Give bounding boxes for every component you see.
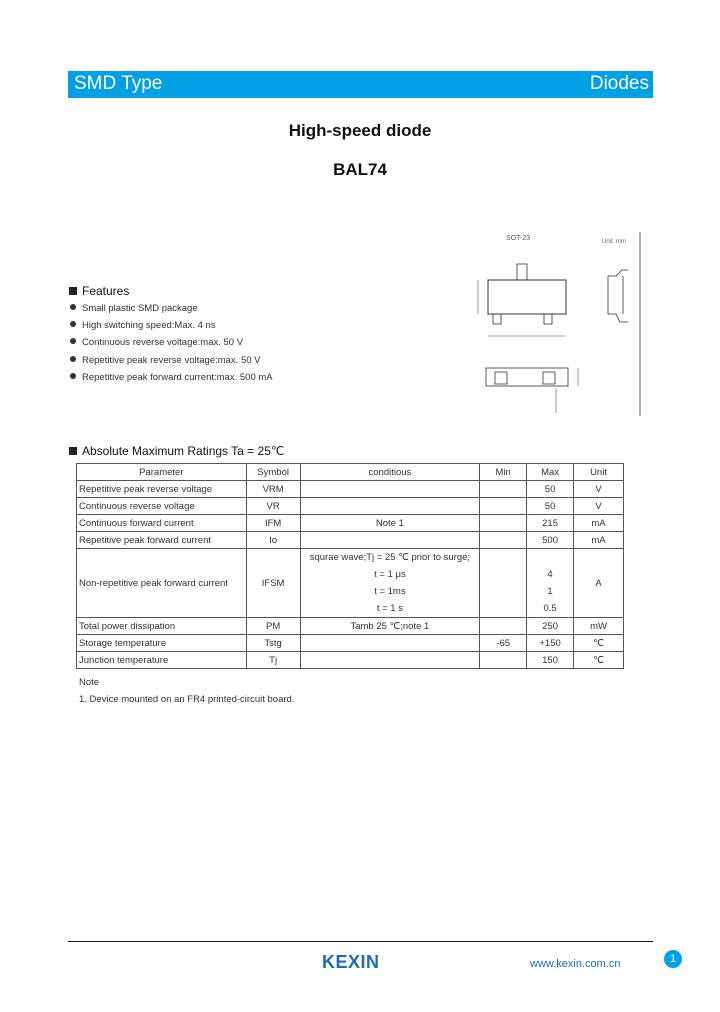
ratings-heading: Absolute Maximum Ratings Ta = 25℃ (69, 444, 284, 458)
note-label: Note (79, 677, 100, 688)
cell-symbol: IFM (246, 515, 300, 532)
cell-max: 250 (527, 618, 574, 635)
cell-parameter: Storage temperature (77, 635, 247, 652)
page-number-badge: 1 (664, 950, 682, 968)
list-item: Repetitive peak reverse voltage:max. 50 V (70, 354, 273, 371)
cell-min (480, 515, 527, 532)
cell-conditions: squrae wave;Tj = 25 ℃ prior to surge; t = 1 μs t = 1ms t = 1 s (300, 549, 480, 618)
header-product-type: Diodes (589, 73, 649, 94)
header-conditions: conditious (300, 464, 480, 481)
cell-parameter: Repetitive peak forward current (77, 532, 247, 549)
cell-symbol: VRM (246, 481, 300, 498)
header-min: Min (480, 464, 527, 481)
part-number: BAL74 (333, 160, 387, 179)
cell-min (480, 481, 527, 498)
header-max: Max (527, 464, 574, 481)
list-item: High switching speed:Max. 4 ns (70, 319, 273, 336)
kexin-logo: KEXIN (322, 952, 380, 972)
cell-min: -65 (480, 635, 527, 652)
table-row (77, 532, 624, 549)
header-category: SMD Type (74, 73, 163, 94)
cell-unit: ℃ (574, 635, 624, 652)
cell-min (480, 532, 527, 549)
cell-max: 215 (527, 515, 574, 532)
table-row (77, 652, 624, 669)
cell-parameter: Continuous reverse voltage (77, 498, 247, 515)
footer-divider (68, 941, 653, 942)
unit-label: Unit: mm (602, 239, 626, 245)
cell-max: 50 (527, 481, 574, 498)
cell-conditions (300, 498, 480, 515)
bullet-icon (70, 304, 76, 310)
square-bullet-icon (69, 447, 77, 455)
list-item: Repetitive peak forward current:max. 500 mA (70, 371, 273, 388)
features-heading: Features (69, 284, 129, 298)
cell-conditions (300, 652, 480, 669)
cell-parameter: Non-repetitive peak forward current (77, 549, 247, 618)
cell-max: 150 (527, 652, 574, 669)
package-name: SOT-23 (506, 235, 531, 242)
cell-unit: mA (574, 515, 624, 532)
cell-max: 50 (527, 498, 574, 515)
cell-parameter: Repetitive peak reverse voltage (77, 481, 247, 498)
cell-conditions (300, 635, 480, 652)
cell-unit: ℃ (574, 652, 624, 669)
table-row-surge (77, 549, 624, 618)
cell-parameter: Continuous forward current (77, 515, 247, 532)
list-item: Small plastic SMD package (70, 302, 273, 319)
cell-max: 500 (527, 532, 574, 549)
cell-symbol: VR (246, 498, 300, 515)
cell-min (480, 498, 527, 515)
cell-symbol: Tstg (246, 635, 300, 652)
note-text: 1. Device mounted on an FR4 printed-circuit board. (79, 694, 295, 705)
cell-symbol: Io (246, 532, 300, 549)
bullet-icon (70, 338, 76, 344)
square-bullet-icon (69, 287, 77, 295)
website-link[interactable]: www.kexin.com.cn (530, 958, 621, 970)
table-row (77, 515, 624, 532)
cell-symbol: IFSM (246, 549, 300, 618)
table-row (77, 498, 624, 515)
cell-conditions: Tamb 25 ℃;note 1 (300, 618, 480, 635)
cell-unit: mA (574, 532, 624, 549)
notes-section (79, 674, 294, 708)
table-header-row (77, 464, 624, 481)
cell-unit: V (574, 498, 624, 515)
cell-max: 4 1 0.5 (527, 549, 574, 618)
table-row (77, 635, 624, 652)
cell-symbol: Tj (246, 652, 300, 669)
table-row (77, 481, 624, 498)
ratings-table (76, 463, 624, 669)
cell-conditions (300, 532, 480, 549)
cell-min (480, 618, 527, 635)
package-outline-drawing (468, 228, 646, 418)
header-unit: Unit (574, 464, 624, 481)
header-bar (68, 71, 653, 98)
header-symbol: Symbol (246, 464, 300, 481)
list-item: Continuous reverse voltage:max. 50 V (70, 336, 273, 353)
bullet-icon (70, 373, 76, 379)
cell-unit: V (574, 481, 624, 498)
bullet-icon (70, 321, 76, 327)
cell-max: +150 (527, 635, 574, 652)
cell-conditions: Note 1 (300, 515, 480, 532)
cell-parameter: Junction temperature (77, 652, 247, 669)
cell-unit: mW (574, 618, 624, 635)
cell-parameter: Total power dissipation (77, 618, 247, 635)
header-parameter: Parameter (77, 464, 247, 481)
cell-unit: A (574, 549, 624, 618)
bullet-icon (70, 356, 76, 362)
document-title: High-speed diode (288, 121, 432, 140)
cell-conditions (300, 481, 480, 498)
cell-min (480, 652, 527, 669)
cell-min (480, 549, 527, 618)
cell-symbol: PM (246, 618, 300, 635)
table-row (77, 618, 624, 635)
features-list (70, 302, 273, 388)
